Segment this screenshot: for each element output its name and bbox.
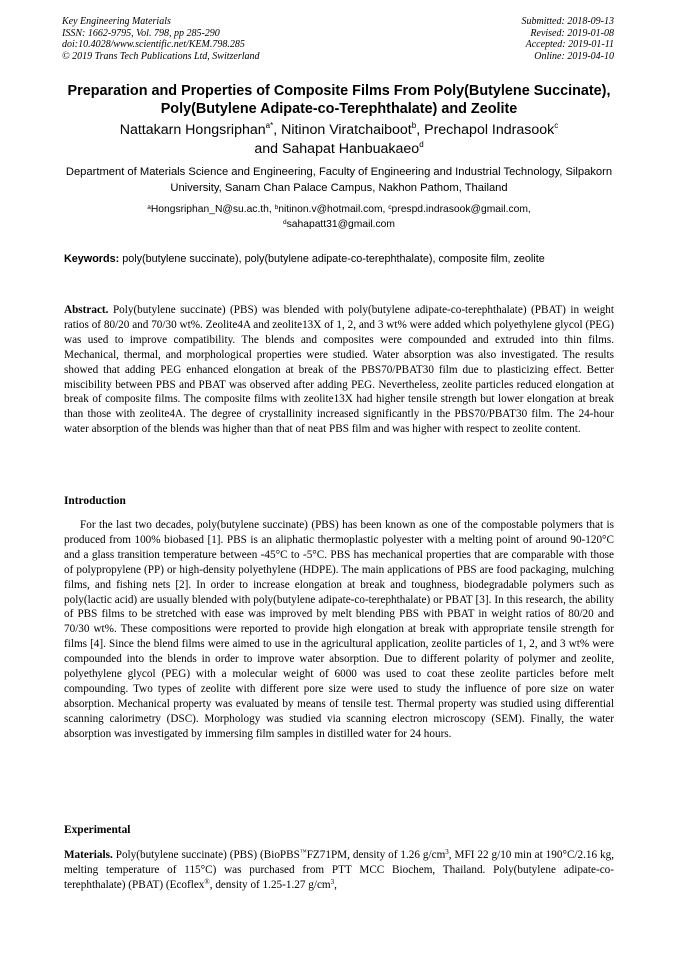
email-address[interactable]: Hongsriphan_N@su.ac.th, — [150, 204, 275, 215]
author-separator: , — [273, 122, 282, 138]
abstract-text: Poly(butylene succinate) (PBS) was blended with poly(butylene adipate-co-terephthalate) (PBAT) in weight ratios of 80/20 and 70/30 wt%. Zeolite4A and zeolite13X of 1, 2, and 3 wt% were added which polyethylene glycol (PEG) was used to improve compatibility. The blends and composites were compounded and extruded into thin films. Mechanical, thermal, and morphological properties were studied. Water absorption was also investigated. The results showed that adding PEG enhanced elongation at break of the PBS70/PBAT30 film due to plasticizing effect. Better miscibility between PBS and PBAT was observed after adding PEG. Nevertheless, zeolite particles reduced elongation at break of composite films. The composite films with zeolite13X had higher tensile strength but lower elongation at break than those with zeolite4A. The degree of crystallinity increased significantly in the PBS70/PBAT30 film. The 24-hour water absorption of the blends was higher than that of neat PBS film and was higher with respect to zeolite content. — [64, 304, 614, 436]
author-name: Nattakarn Hongsriphan — [119, 122, 266, 138]
date-submitted: Submitted: 2018-09-13 — [521, 16, 614, 27]
abstract-label: Abstract. — [64, 304, 109, 316]
keywords — [64, 252, 614, 267]
email-address[interactable]: nitinon.v@hotmail.com, — [278, 204, 389, 215]
author-separator: , — [416, 122, 425, 138]
materials-text: FZ71PM, density of 1.26 g/cm — [306, 849, 446, 861]
email-list — [60, 203, 618, 232]
journal-info — [62, 16, 260, 62]
paper-title: Preparation and Properties of Composite Films From Poly(Butylene Succinate), Poly(Butylene Adipate-co-Terephthalate) and Zeolite — [67, 83, 611, 117]
materials-text: Poly(butylene succinate) (PBS) (BioPBS — [115, 849, 300, 861]
registered-symbol: ® — [204, 877, 210, 886]
materials-text: , — [334, 878, 337, 891]
author-marker: d — [419, 139, 424, 149]
materials-label: Materials. — [64, 849, 113, 861]
keywords-text: poly(butylene succinate), poly(butylene adipate-co-terephthalate), composite film, zeolite — [122, 253, 545, 265]
email-address[interactable]: sahapatt31@gmail.com — [286, 218, 395, 230]
introduction-heading: Introduction — [64, 495, 126, 507]
materials-paragraph — [64, 848, 614, 893]
journal-copyright: © 2019 Trans Tech Publications Ltd, Switzerland — [62, 50, 260, 62]
email-marker: c — [388, 204, 392, 211]
unit-exponent: 3 — [330, 877, 335, 886]
author-name: Prechapol Indrasook — [424, 122, 555, 138]
trademark-symbol: ™ — [299, 848, 307, 856]
author-name: Nitinon Viratchaiboot — [281, 122, 412, 138]
experimental-heading: Experimental — [64, 824, 131, 836]
author-marker: c — [554, 121, 559, 130]
journal-issn: ISSN: 1662-9795, Vol. 798, pp 285-290 — [62, 27, 220, 39]
email-marker: b — [274, 204, 279, 211]
author-marker: b — [411, 121, 417, 130]
date-online: Online: 2019-04-10 — [534, 50, 614, 62]
date-revised: Revised: 2019-01-08 — [530, 27, 614, 39]
keywords-label: Keywords: — [64, 253, 120, 265]
email-address[interactable]: prespd.indrasook@gmail.com, — [391, 204, 531, 215]
journal-doi: doi:10.4028/www.scientific.net/KEM.798.285 — [62, 39, 245, 51]
email-marker: a — [147, 204, 151, 211]
journal-name: Key Engineering Materials — [62, 16, 171, 27]
affiliation: Department of Materials Science and Engineering, Faculty of Engineering and Industrial Technology, Silpakorn University, Sanam Chan Palace Campus, Nakhon Pathom, Thailand — [65, 166, 613, 194]
author-marker: a* — [265, 121, 274, 130]
publication-dates — [522, 16, 615, 62]
unit-exponent: 3 — [445, 848, 449, 856]
introduction-text: For the last two decades, poly(butylene succinate) (PBS) has been known as one of the compostable polymers that is produced from 100% biobased [1]. PBS is an aliphatic thermoplastic polyester with a melting point of around 90-120°C and a glass transition temperature between -45°C to -5°C. PBS has mechanical properties that are comparable with those of polypropylene (PP) or high-density polyethylene (HDPE). The main applications of PBS are food packaging, mulching films, and fishing nets [2]. In order to increase elongation at break and toughness, biodegradable polymers such as poly(lactic acid) are usually blended with poly(butylene adipate-co-terephthalate) or PBAT [3]. In this research, the ability of PBS films to be stretched with ease was improved by melt blending PBS with PBAT in weight ratios of 80/20 and 70/30 wt%. These compositions were reported to provide high elongation at break with appropriate tensile strength for films [4]. Since the blend films were aimed to use in the agricultural application, zeolite particles of 1, 2, and 3 wt% were compounded into the blends in order to improve water absorption. Due to different polarity of polymer and zeolite, polyethylene glycol (PEG) with a molecular weight of 6000 was used to coat these zeolite particles before melt compounding. Two types of zeolite with different pore size were used to study the influence of pore size on water absorption. Mechanical property was evaluated by means of tensile test. Thermal property was studied using differential scanning calorimetry (DSC). Morphology was studied via scanning electron microscopy (SEM). Finally, the water absorption was investigated by immersing film samples in distilled water for 24 hours. — [64, 519, 614, 740]
abstract — [64, 303, 614, 437]
materials-text: , density of 1.25-1.27 g/cm — [209, 878, 331, 891]
author-name: and Sahapat Hanbuakaeo — [254, 140, 420, 157]
date-accepted: Accepted: 2019-01-11 — [525, 39, 614, 51]
email-marker: d — [283, 218, 287, 226]
materials-text: , MFI 22 g/10 min at 190°C/2.16 kg, melting temperature of 115°C) was purchased from PTT MCC Biochem, Thailand. Poly(butylene adipate-co-terephthalate) (PBAT) (Ecoflex — [64, 849, 615, 891]
author-list — [60, 121, 618, 158]
